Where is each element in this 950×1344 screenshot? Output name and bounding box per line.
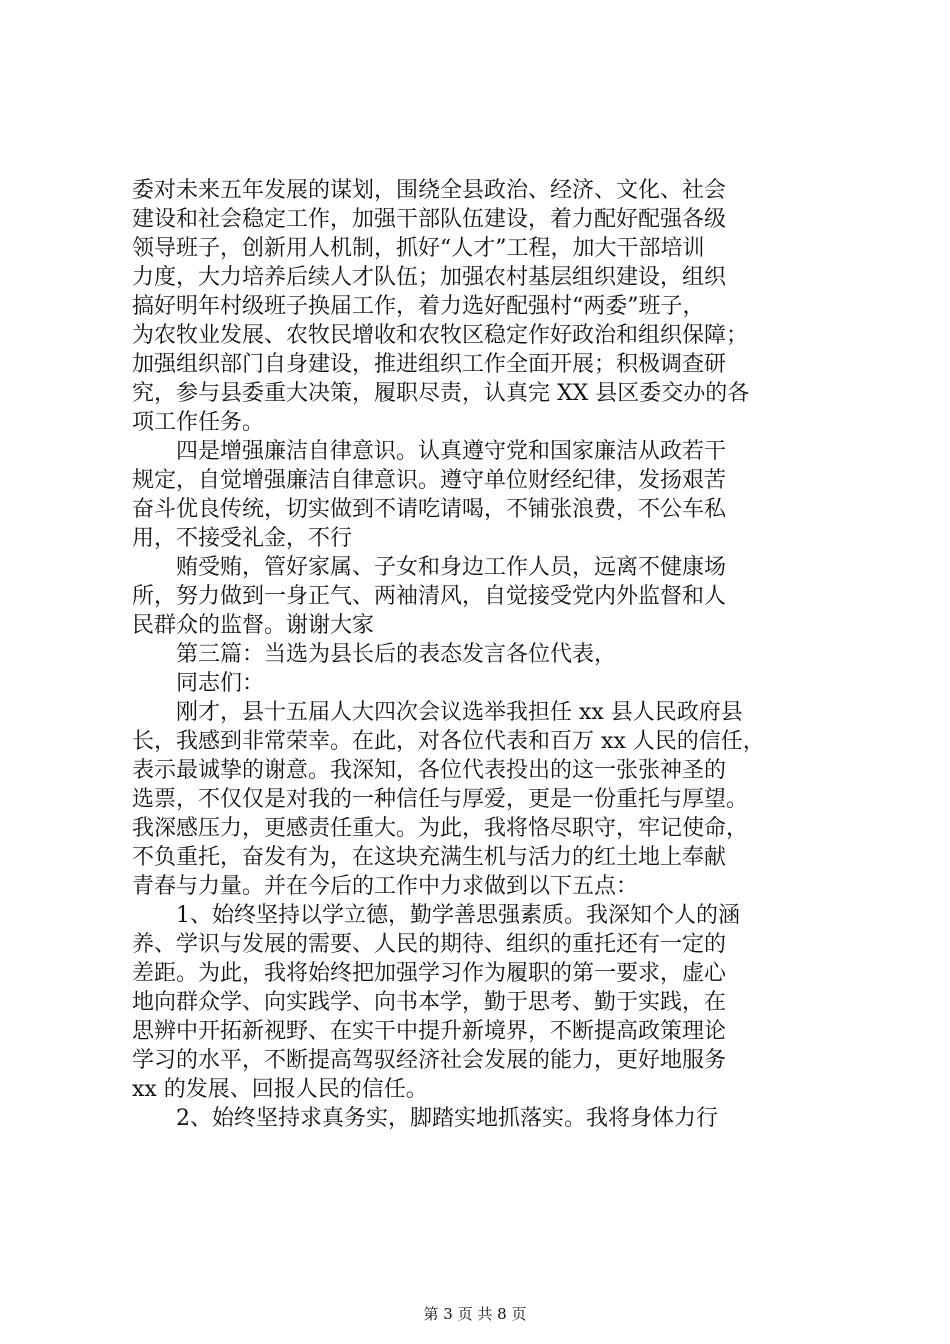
- text-line: 领导班子，创新用人机制，抓好“人才”工程，加大干部培训: [132, 236, 705, 261]
- page-footer: 第 3 页 共 8 页: [423, 1305, 527, 1323]
- text-line: 差距。为此，我将始终把加强学习作为履职的第一要求，虚心: [132, 961, 727, 986]
- text-line: 青春与力量。并在今后的工作中力求做到以下五点：: [132, 874, 639, 899]
- text-line: 为农牧业发展、农牧民增收和农牧区稳定作好政治和组织保障；: [132, 323, 749, 348]
- text-line: 表示最诚挚的谢意。我深知，各位代表投出的这一张张神圣的: [132, 758, 727, 783]
- text-line: 四是增强廉洁自律意识。认真遵守党和国家廉洁从政若干: [176, 439, 727, 464]
- text-line: 第三篇：当选为县长后的表态发言各位代表，: [176, 642, 617, 667]
- text-line: 刚才，县十五届人大四次会议选举我担任 xx 县人民政府县: [176, 700, 743, 725]
- text-line: 贿受贿，管好家属、子女和身边工作人员，远离不健康场: [176, 555, 727, 580]
- text-line: xx 的发展、回报人民的信任。: [132, 1077, 428, 1102]
- text-line: 用，不接受礼金，不行: [132, 526, 353, 551]
- text-line: 思辨中开拓新视野、在实干中提升新境界，不断提高政策理论: [132, 1019, 727, 1044]
- document-body: [132, 176, 842, 1133]
- text-line: 地向群众学、向实践学、向书本学，勤于思考、勤于实践，在: [132, 990, 727, 1015]
- text-line: 同志们：: [176, 671, 265, 696]
- text-line: 学习的水平，不断提高驾驭经济社会发展的能力，更好地服务: [132, 1048, 727, 1073]
- text-line: 项工作任务。: [132, 410, 265, 435]
- text-line: 我深感压力，更感责任重大。为此，我将恪尽职守，牢记使命，: [132, 816, 749, 841]
- text-line: 搞好明年村级班子换届工作，着力选好配强村“两委”班子，: [132, 294, 705, 319]
- text-line: 不负重托，奋发有为，在这块充满生机与活力的红土地上奉献: [132, 845, 727, 870]
- text-line: 2、始终坚持求真务实，脚踏实地抓落实。我将身体力行: [176, 1106, 718, 1131]
- text-line: 所，努力做到一身正气、两袖清风，自觉接受党内外监督和人: [132, 584, 727, 609]
- text-line: 选票，不仅仅是对我的一种信任与厚爱，更是一份重托与厚望。: [132, 787, 749, 812]
- text-line: 建设和社会稳定工作，加强干部队伍建设，着力配好配强各级: [132, 207, 727, 232]
- text-line: 长，我感到非常荣幸。在此，对各位代表和百万 xx 人民的信任，: [132, 729, 765, 754]
- text-line: 委对未来五年发展的谋划，围绕全县政治、经济、文化、社会: [132, 178, 727, 203]
- text-line: 1、始终坚持以学立德，勤学善思强素质。我深知个人的涵: [176, 903, 740, 928]
- text-line: 力度，大力培养后续人才队伍；加强农村基层组织建设，组织: [132, 265, 727, 290]
- text-line: 民群众的监督。谢谢大家: [132, 613, 375, 638]
- text-line: 加强组织部门自身建设，推进组织工作全面开展；积极调查研: [132, 352, 727, 377]
- text-line: 规定，自觉增强廉洁自律意识。遵守单位财经纪律，发扬艰苦: [132, 468, 727, 493]
- text-line: 养、学识与发展的需要、人民的期待、组织的重托还有一定的: [132, 932, 727, 957]
- text-line: 究，参与县委重大决策，履职尽责，认真完 XX 县区委交办的各: [132, 381, 750, 406]
- text-line: 奋斗优良传统，切实做到不请吃请喝，不铺张浪费，不公车私: [132, 497, 727, 522]
